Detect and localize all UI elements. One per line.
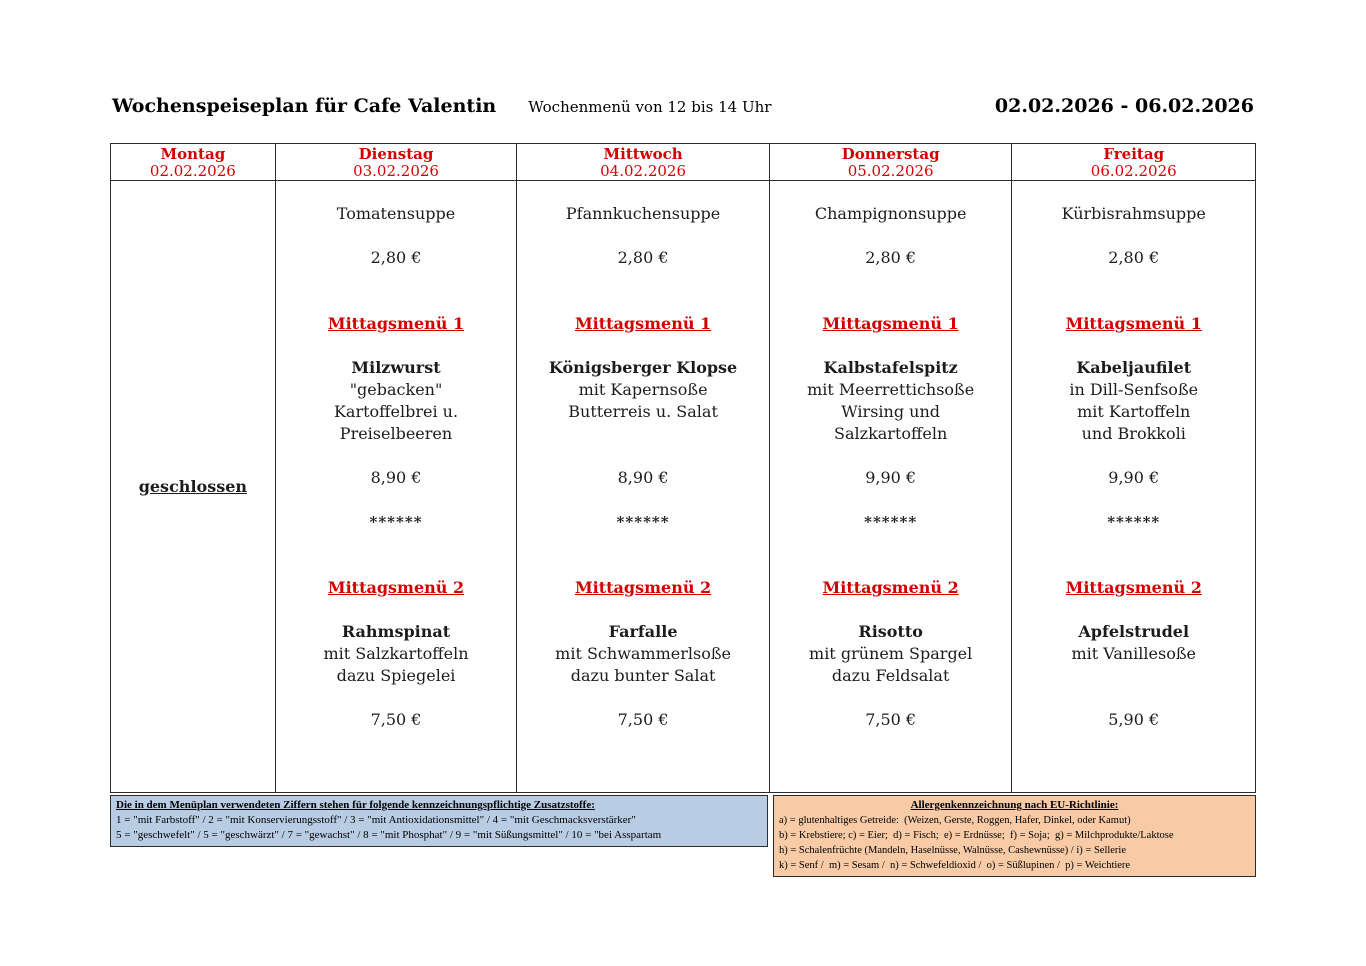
menu2-title: Mittagsmenü 2: [1065, 578, 1202, 597]
menu2-dish-line: mit Schwammerlsoße: [555, 644, 731, 663]
menu2-title: Mittagsmenü 2: [822, 578, 959, 597]
separator-stars: ******: [616, 513, 670, 531]
day-column-freitag: [1012, 144, 1255, 792]
menu1-dish: [1012, 357, 1255, 445]
day-cell: [517, 181, 769, 792]
menu2-title: Mittagsmenü 2: [574, 578, 712, 597]
allergens-note-line: k) = Senf / m) = Sesam / n) = Schwefeldioxid / o) = Süßlupinen / p) = Weichtiere: [779, 860, 1131, 871]
menu2-dish-line: mit grünem Spargel: [809, 644, 973, 663]
day-cell: [770, 181, 1012, 792]
menu1-title: Mittagsmenü 1: [327, 314, 465, 333]
menu1-dish-line: mit Kartoffeln: [1077, 402, 1191, 421]
menu2-dish: [1012, 621, 1255, 687]
soup-price: 2,80 €: [865, 248, 917, 267]
day-date: 03.02.2026: [353, 162, 439, 180]
menu2-dish-line: dazu Feldsalat: [831, 666, 950, 685]
menu1-dish-line: Preiselbeeren: [339, 424, 453, 443]
menu2-dish-line: dazu bunter Salat: [570, 666, 716, 685]
day-column-donnerstag: [770, 144, 1013, 792]
day-header: [111, 144, 275, 181]
menu1-dish-line: Kartoffelbrei u.: [333, 402, 459, 421]
menu1-dish-line: Salzkartoffeln: [834, 424, 948, 443]
menu-table: [110, 143, 1256, 793]
menu2-dish: [770, 621, 1012, 687]
menu1-dish: [517, 357, 769, 445]
menu2-dish-line: Farfalle: [608, 622, 678, 641]
day-header: [1012, 144, 1255, 181]
soup-name: Kürbisrahmsuppe: [1061, 204, 1206, 223]
soup-price: 2,80 €: [1108, 248, 1160, 267]
menu2-price: 7,50 €: [370, 710, 422, 729]
page-title: Wochenspeiseplan für Cafe Valentin: [112, 95, 497, 117]
menu1-dish-line: und Brokkoli: [1081, 424, 1186, 443]
page-header: [112, 95, 1254, 117]
allergens-note-line: h) = Schalenfrüchte (Mandeln, Haselnüsse, Walnüsse, Cashewnüsse) / i) = Sellerie: [779, 845, 1127, 856]
menu1-dish-line: Kabeljaufilet: [1076, 358, 1192, 377]
day-name: Dienstag: [358, 145, 434, 163]
allergens-note: [773, 795, 1256, 877]
additives-note-line: 5 = "geschwefelt" / 5 = "geschwärzt" / 7 = "gewachst" / 8 = "mit Phosphat" / 9 = "mit Süßungsmittel" / 10 = "bei Asspartam: [116, 829, 662, 841]
menu2-dish-line: Rahmspinat: [341, 622, 451, 641]
menu1-price: 8,90 €: [617, 468, 669, 487]
date-range: 02.02.2026 - 06.02.2026: [994, 95, 1254, 117]
day-header: [276, 144, 517, 181]
additives-note-title: Die in dem Menüplan verwendeten Ziffern stehen für folgende kennzeichnungspflichtige Zusatzstoffe:: [116, 799, 595, 811]
menu1-price: 8,90 €: [370, 468, 422, 487]
menu2-dish-line: dazu Spiegelei: [336, 666, 456, 685]
menu1-title: Mittagsmenü 1: [822, 314, 959, 333]
menu2-dish-line: mit Vanillesoße: [1071, 644, 1196, 663]
day-cell: [276, 181, 517, 792]
closed-label: geschlossen: [138, 477, 248, 496]
menu2-price: 7,50 €: [865, 710, 917, 729]
menu2-title: Mittagsmenü 2: [327, 578, 465, 597]
day-name: Mittwoch: [603, 145, 683, 163]
menu2-price: 5,90 €: [1108, 710, 1160, 729]
day-header: [517, 144, 769, 181]
menu1-dish: [276, 357, 517, 445]
day-header: [770, 144, 1012, 181]
soup-price: 2,80 €: [370, 248, 422, 267]
menu1-dish-line: Königsberger Klopse: [548, 358, 738, 377]
separator-stars: ******: [369, 513, 423, 531]
day-column-dienstag: [276, 144, 518, 792]
menu1-dish-line: mit Kapernsoße: [578, 380, 708, 399]
day-name: Freitag: [1103, 145, 1165, 163]
allergens-note-line: b) = Krebstiere; c) = Eier; d) = Fisch; e) = Erdnüsse; f) = Soja; g) = Milchprodukte/Laktose: [779, 830, 1174, 841]
menu1-price: 9,90 €: [865, 468, 917, 487]
day-date: 05.02.2026: [847, 162, 934, 180]
day-date: 02.02.2026: [149, 162, 236, 180]
menu1-price: 9,90 €: [1108, 468, 1160, 487]
menu1-dish-line: Milzwurst: [351, 358, 441, 377]
menu1-dish-line: Butterreis u. Salat: [568, 402, 718, 421]
page-subtitle: Wochenmenü von 12 bis 14 Uhr: [528, 98, 772, 116]
day-date: 06.02.2026: [1090, 162, 1177, 180]
menu1-dish-line: in Dill-Senfsoße: [1069, 380, 1199, 399]
allergens-note-title: Allergenkennzeichnung nach EU-Richtlinie:: [910, 799, 1119, 811]
day-name: Montag: [160, 145, 226, 163]
day-cell: [1012, 181, 1255, 792]
separator-stars: ******: [864, 513, 918, 531]
menu2-dish-line: mit Salzkartoffeln: [323, 644, 469, 663]
menu1-dish-line: Kalbstafelspitz: [823, 358, 958, 377]
allergens-note-line: a) = glutenhaltiges Getreide: (Weizen, Gerste, Roggen, Hafer, Dinkel, oder Kamut): [779, 815, 1131, 826]
soup-price: 2,80 €: [617, 248, 669, 267]
separator-stars: ******: [1107, 513, 1161, 531]
menu1-title: Mittagsmenü 1: [574, 314, 712, 333]
menu2-dish-line: Risotto: [858, 622, 923, 641]
additives-note: [110, 795, 768, 847]
day-cell: [111, 181, 275, 792]
additives-note-line: 1 = "mit Farbstoff" / 2 = "mit Konservierungsstoff" / 3 = "mit Antioxidationsmittel" / 4 = "mit Geschmacksverstärker": [116, 814, 636, 826]
menu2-price: 7,50 €: [617, 710, 669, 729]
day-date: 04.02.2026: [600, 162, 687, 180]
day-column-montag: [111, 144, 276, 792]
menu1-dish-line: Wirsing und: [841, 402, 941, 421]
allergens-note-lines: [779, 813, 1250, 873]
soup-name: Tomatensuppe: [336, 204, 456, 223]
menu2-dish-line: Apfelstrudel: [1078, 622, 1190, 641]
day-column-mittwoch: [517, 144, 770, 792]
menu1-title: Mittagsmenü 1: [1065, 314, 1202, 333]
menu2-dish: [517, 621, 769, 687]
menu1-dish: [770, 357, 1012, 445]
soup-name: Champignonsuppe: [814, 204, 967, 223]
footnotes: [110, 795, 1256, 877]
menu1-dish-line: "gebacken": [349, 380, 443, 399]
soup-name: Pfannkuchensuppe: [565, 204, 721, 223]
menu1-dish-line: mit Meerrettichsoße: [807, 380, 975, 399]
menu2-dish: [276, 621, 517, 687]
additives-note-lines: [116, 813, 762, 843]
day-name: Donnerstag: [841, 145, 940, 163]
